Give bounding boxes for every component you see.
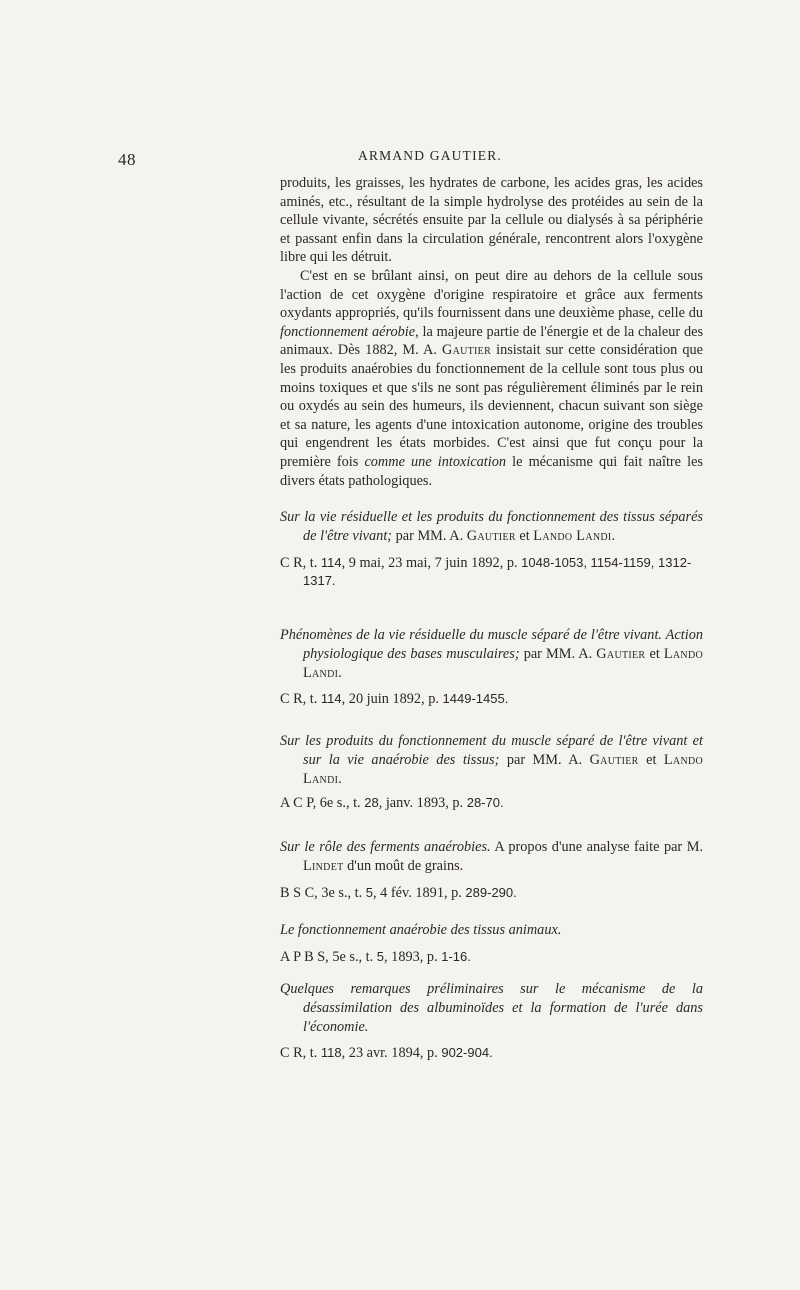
paragraph-2: C'est en se brûlant ainsi, on peut dire au dehors de la cellule sous l'action de cet oxygène d'origine respiratoire et grâce aux ferments oxydants appropriés, qu'ils fournissent dans une deuxième phase, celle du fonctionnement aérobie, la majeure partie de l'énergie et de la chaleur des animaux. Dès 1882, M. A. Gautier insistait sur cette considération que les produits anaérobies du fonctionnement de la cellule sont tous plus ou moins toxiques et que s'ils ne sont pas régulièrement éliminés par le rein ou oxydés au sein des humeurs, ils deviennent, chacun suivant son siège et sa nature, les agents d'une intoxication autonome, origine des troubles qui engendrent les états morbides. C'est ainsi que fut conçu pour la première fois comme une intoxication le mécanisme qui fait naître les divers états pathologiques.: [280, 267, 704, 489]
paragraph-1: produits, les graisses, les hydrates de carbone, les acides gras, les acides aminés, etc., résultant de la simple hydrolyse des protéides au sein de la cellule vivante, sécrétés ensuite par la cellule ou dialysés à sa périphérie et passant enfin dans la circulation générale, rencontrent alors l'oxygène libre qui les détruit.: [280, 175, 703, 266]
entry-title: Le fonctionnement anaérobie des tissus animaux.: [280, 922, 562, 938]
page-number: 48: [118, 150, 136, 169]
entry-reference: C R, t. 114, 9 mai, 23 mai, 7 juin 1892, p. 1048-1053, 1154-1159, 1312-1317.: [280, 554, 692, 589]
bibliography-entry: [280, 980, 703, 1063]
entry-reference: C R, t. 114, 20 juin 1892, p. 1449-1455.: [280, 691, 509, 708]
bibliography-entry: [280, 508, 703, 591]
entry-reference: A P B S, 5e s., t. 5, 1893, p. 1-16.: [280, 948, 471, 965]
entry-title: Quelques remarques préliminaires sur le mécanisme de la désassimilation des albuminoïdes et la formation de l'urée dans l'économie.: [280, 981, 703, 1035]
entry-title: Phénomènes de la vie résiduelle du muscle séparé de l'être vivant. Action physiologique des bases musculaires; par MM. A. Gautier et Lando Landi.: [280, 627, 703, 681]
running-head: ARMAND GAUTIER.: [358, 148, 502, 163]
bibliography-entry: [280, 626, 703, 709]
body-text: [280, 174, 703, 490]
entry-reference: C R, t. 118, 23 avr. 1894, p. 902-904.: [280, 1045, 493, 1062]
entry-title: Sur la vie résiduelle et les produits du fonctionnement des tissus séparés de l'être vivant; par MM. A. Gautier et Lando Landi.: [280, 509, 703, 544]
bibliography-entry: [280, 732, 703, 813]
entry-reference: A C P, 6e s., t. 28, janv. 1893, p. 28-70.: [280, 795, 504, 812]
entry-title: Sur le rôle des ferments anaérobies. A propos d'une analyse faite par M. Lindet d'un moût de grains.: [280, 839, 703, 874]
entry-title: Sur les produits du fonctionnement du muscle séparé de l'être vivant et sur la vie anaérobie des tissus; par MM. A. Gautier et Lando Landi.: [280, 733, 704, 787]
bibliography-entry: [280, 838, 703, 902]
entry-reference: B S C, 3e s., t. 5, 4 fév. 1891, p. 289-290.: [280, 884, 517, 901]
bibliography-entry: [280, 921, 703, 967]
